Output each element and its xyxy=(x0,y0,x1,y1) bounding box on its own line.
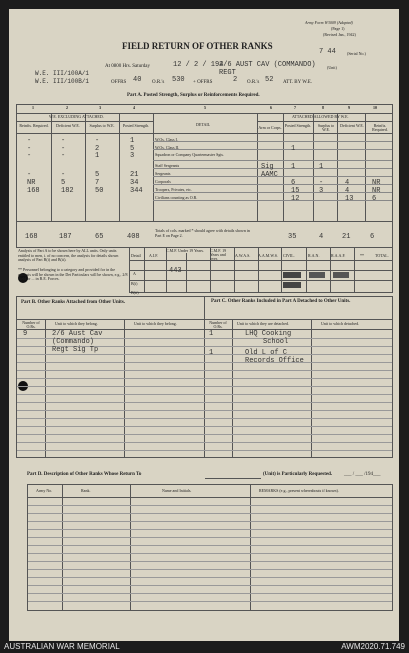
part-d-unit-blank xyxy=(205,478,261,479)
an-col-aif: A.I.F. xyxy=(149,253,159,258)
part-b-heading: Part B. Other Ranks Attached from Other Units. xyxy=(21,300,126,305)
hdr-posted-2: Posted Strength. xyxy=(284,123,312,128)
part-a-row-def: 5 xyxy=(61,179,66,187)
rule-line xyxy=(17,442,392,443)
rule-line xyxy=(17,354,392,355)
analysis-note: Analysis of Part A to be shown here by ALL units. Only units entitled to men, i. of no concern, the analysis for details shown analysis of Part B(i) and B(ii). xyxy=(18,248,119,262)
part-a-row-surp: - xyxy=(95,137,100,145)
an-col-raaf: R.A.A.F. xyxy=(331,253,346,258)
rule-line xyxy=(28,521,392,522)
c-entry-2-num: 1 xyxy=(209,349,214,357)
part-a-row-def2: 13 xyxy=(345,195,354,203)
part-a-row-reinf: - xyxy=(27,145,32,153)
an-col-cmf-over: C.M.F. 19 Years and over. xyxy=(210,248,227,261)
hdr-surplus: Surplus to W.E. xyxy=(89,123,115,128)
aif-value: 443 xyxy=(169,267,182,275)
part-a-row-posted: 5 xyxy=(130,145,135,153)
redacted-mark xyxy=(333,272,349,278)
c-entry-2-line-1: Old L of C xyxy=(245,349,288,357)
page-label: (Page 1) xyxy=(331,26,345,31)
part-a-row-posted: 3 xyxy=(130,152,135,160)
serial-number: 7 44 xyxy=(319,48,336,56)
hdr-deficient: Deficient W.E. xyxy=(56,123,80,128)
col-num-8: 8 xyxy=(322,105,324,110)
c-col-unit: Unit to which they are detached. xyxy=(237,321,289,326)
footer-left: AUSTRALIAN WAR MEMORIAL xyxy=(4,642,120,651)
total-posted-2: 35 xyxy=(288,233,297,241)
part-a-row-posted: 21 xyxy=(130,171,139,179)
part-a-row-def: - xyxy=(61,145,66,153)
part-a-row-arm: AAMC xyxy=(261,171,278,179)
part-a-row-posted: 344 xyxy=(130,187,143,195)
hdr-reinfts-2: Reinfts. Required. xyxy=(372,123,388,132)
an-row-bi: B(i) xyxy=(131,281,138,286)
offrs-label: OFFRS xyxy=(111,80,127,85)
part-c-heading: Part C. Other Ranks Included in Part A Detached to Other Units. xyxy=(211,299,351,304)
b-col-num: Number of O.Rs. xyxy=(22,320,40,329)
rule-line xyxy=(28,569,392,570)
b-entry-line-3: Regt Sig Tp xyxy=(52,346,99,354)
part-a-row-posted: 34 xyxy=(130,179,139,187)
part-a-row-reinf2: NR xyxy=(372,179,381,187)
rule-line xyxy=(17,370,392,371)
b-col-unit-2: Unit to which they belong. xyxy=(134,321,177,326)
redacted-mark xyxy=(309,272,325,278)
hdr-reinfts: Reinfts. Required. xyxy=(19,123,49,128)
part-a-row-reinf: 168 xyxy=(27,187,40,195)
part-a-row-detail: Civilians counting as O.R. xyxy=(155,195,198,200)
rule-line xyxy=(17,418,392,419)
return-date: 12 / 2 / 194 xyxy=(173,61,224,69)
c-entry-1-line-2: School xyxy=(263,338,289,346)
part-a-row-surp: 2 xyxy=(95,145,100,153)
part-a-row-detail: Squadron or Company Quartermaster Sgts. xyxy=(155,152,224,157)
col-num-1: 1 xyxy=(32,105,34,110)
part-a-row-def: - xyxy=(61,152,66,160)
revised-label: (Revised Jan., 1942) xyxy=(323,32,356,37)
part-a-row-surp2: 3 xyxy=(319,187,324,195)
offrs2-value: 2 xyxy=(233,76,238,84)
part-a-row-posted2: 12 xyxy=(291,195,300,203)
rule-line xyxy=(17,362,392,363)
part-d-heading: Part D. Description of Other Ranks Whose Return To xyxy=(27,472,142,477)
rule-line xyxy=(17,394,392,395)
part-a-row-surp: 1 xyxy=(95,152,100,160)
part-a-row-def2: 4 xyxy=(345,179,350,187)
part-a-row-posted2: 1 xyxy=(291,145,296,153)
part-d-date: ___ / ___ /194___ xyxy=(344,472,381,477)
an-col-ran: R.A.N. xyxy=(308,253,320,258)
total-def: 187 xyxy=(59,233,72,241)
footer-right: AWM2020.71.749 xyxy=(341,642,405,651)
rule-line xyxy=(28,593,392,594)
c-col-num: Number of O.Rs. xyxy=(209,320,227,329)
form-page xyxy=(9,9,399,641)
hdr-surplus-2: Surplus to W.E. xyxy=(317,123,335,132)
unit-name: 2/6 AUST CAV (COMMANDO) REGT xyxy=(219,61,316,77)
att-label: ATT. BY W.E. xyxy=(283,80,313,85)
redacted-mark xyxy=(283,272,301,278)
rule-line xyxy=(28,553,392,554)
at-hours-label: At 0800 Hrs. Saturday xyxy=(105,64,150,69)
c-col-unit-2: Unit to which detached. xyxy=(321,321,360,326)
col-num-10: 10 xyxy=(373,105,377,110)
we-line-1: W.E. III/100A/1 xyxy=(35,70,90,77)
col-num-5: 5 xyxy=(204,105,206,110)
col-num-2: 2 xyxy=(66,105,68,110)
rule-line xyxy=(28,529,392,530)
total-reinf: 168 xyxy=(25,233,38,241)
analysis-note-2: ** Personnel belonging to a category and provided for in the analysis will be shown in the Det Particulars will be shown, e.g., 2/8 Field or ... in B.E. Forces. xyxy=(18,267,128,281)
col-num-9: 9 xyxy=(348,105,350,110)
part-a-row-surp: 50 xyxy=(95,187,104,195)
part-a-row-surp: 5 xyxy=(95,171,100,179)
we-line-2: W.E. III/100B/1 xyxy=(35,78,90,85)
part-a-row-posted2: 6 xyxy=(291,179,296,187)
part-a-row-arm: Sig xyxy=(261,163,274,171)
an-row-bii: B(ii) xyxy=(131,290,139,295)
rule-line xyxy=(28,561,392,562)
totals-detail: Totals of cols. marked * should agree with details shown in Part E on Page 2. xyxy=(155,228,250,238)
b-entry-line-2: (Commando) xyxy=(52,338,95,346)
part-d-heading-mid: (Unit) is Particularly Requested. xyxy=(263,472,333,477)
redacted-mark xyxy=(283,282,301,288)
b-entry-number: 9 xyxy=(23,330,28,338)
total-surp: 65 xyxy=(95,233,104,241)
unit-label: (Unit) xyxy=(327,65,337,70)
form-title: FIELD RETURN OF OTHER RANKS xyxy=(122,41,273,51)
part-a-row-detail: Corporals xyxy=(155,179,171,184)
total-reinf-2: 6 xyxy=(370,233,375,241)
rule-line xyxy=(28,545,392,546)
part-a-row-detail: Staff Sergeants xyxy=(155,163,180,168)
rule-line xyxy=(28,577,392,578)
left-group-header: W.E. EXCLUDING ATTACHED. xyxy=(49,114,104,119)
an-col-awas: A.W.A.S. xyxy=(235,253,251,258)
rule-line xyxy=(17,378,392,379)
rule-line xyxy=(17,410,392,411)
col-num-4: 4 xyxy=(133,105,135,110)
part-a-row-surp2: 1 xyxy=(319,163,324,171)
col-num-3: 3 xyxy=(99,105,101,110)
rule-line xyxy=(17,434,392,435)
c-entry-1-line-1: LHQ Cooking xyxy=(245,330,292,338)
rule-line xyxy=(28,537,392,538)
part-a-heading: Part A. Posted Strength, Surplus or Reinforcements Required. xyxy=(127,93,260,98)
detail-header: DETAIL xyxy=(196,122,211,127)
col-num-7: 7 xyxy=(294,105,296,110)
rule-line xyxy=(17,426,392,427)
offrs-value: 40 xyxy=(133,76,142,84)
an-col-total: TOTAL. xyxy=(375,253,389,258)
part-a-row-reinf2: 6 xyxy=(372,195,377,203)
hdr-deficient-2: Deficient W.E. xyxy=(340,123,364,128)
part-a-row-reinf2: NR xyxy=(372,187,381,195)
total-def-2: 21 xyxy=(342,233,351,241)
d-col-remarks: REMARKS (e.g., present whereabouts if known). xyxy=(259,488,339,493)
part-a-row-reinf: - xyxy=(27,171,32,179)
archive-footer xyxy=(0,641,409,653)
rule-line xyxy=(17,450,392,451)
part-a-row-def: - xyxy=(61,171,66,179)
rule-line xyxy=(28,601,392,602)
part-a-row-surp: 7 xyxy=(95,179,100,187)
or-label: O.R.'s xyxy=(152,80,165,85)
part-a-row-detail: W.Os. Class I. xyxy=(155,137,178,142)
rule-line xyxy=(17,386,392,387)
rule-line xyxy=(28,513,392,514)
d-col-army-no: Army No. xyxy=(36,488,53,493)
part-a-row-posted2: 15 xyxy=(291,187,300,195)
right-group-header: ATTACHED ALLOWED BY W.E. xyxy=(292,114,349,119)
or2-value: 52 xyxy=(265,76,274,84)
an-col-detail: Detail xyxy=(131,253,141,258)
part-a-row-posted: 1 xyxy=(130,137,135,145)
an-col-civil: CIVIL. xyxy=(283,253,295,258)
or2-label: O.R.'s xyxy=(247,80,260,85)
part-a-row-reinf: - xyxy=(27,137,32,145)
total-surp-2: 4 xyxy=(319,233,324,241)
part-a-row-detail: W.Os. Class II. xyxy=(155,145,180,150)
part-a-row-reinf: - xyxy=(27,152,32,160)
hdr-posted: Posted Strength. xyxy=(122,123,150,128)
an-col-aamws: A.A.M.W.S. xyxy=(258,253,278,258)
or-value: 530 xyxy=(172,76,185,84)
rule-line xyxy=(28,585,392,586)
part-a-row-def2: 4 xyxy=(345,187,350,195)
part-d-table xyxy=(27,484,393,611)
serial-label: (Serial No.) xyxy=(347,51,366,56)
d-col-rank: Rank. xyxy=(81,488,91,493)
b-entry-line-1: 2/6 Aust Cav xyxy=(52,330,103,338)
col-num-6: 6 xyxy=(270,105,272,110)
an-col-cmf-under: C.M.F. Under 19 Years. xyxy=(166,248,204,253)
an-col-star: ** xyxy=(360,253,364,258)
c-entry-2-line-2: Records Office xyxy=(245,357,304,365)
b-col-unit: Unit to which they belong. xyxy=(55,321,98,326)
rule-line xyxy=(28,505,392,506)
part-a-row-surp2: - xyxy=(319,179,324,187)
part-a-row-def: 182 xyxy=(61,187,74,195)
c-entry-1-num: 1 xyxy=(209,330,214,338)
part-a-row-detail: Sergeants xyxy=(155,171,171,176)
d-col-name: Name and Initials. xyxy=(162,488,192,493)
an-row-a: A xyxy=(133,271,136,276)
rule-line xyxy=(17,402,392,403)
part-a-row-reinf: NR xyxy=(27,179,36,187)
total-posted: 408 xyxy=(127,233,140,241)
part-a-row-posted2: 1 xyxy=(291,163,296,171)
army-form-label: Army Form W3009 (Adapted) xyxy=(305,20,353,25)
part-a-row-detail: Troopers, Privates, etc. xyxy=(155,187,192,192)
hdr-arm: Arm or Corps. xyxy=(258,125,282,130)
plus-offrs-label: + OFFRS xyxy=(193,80,213,85)
part-a-row-def: - xyxy=(61,137,66,145)
